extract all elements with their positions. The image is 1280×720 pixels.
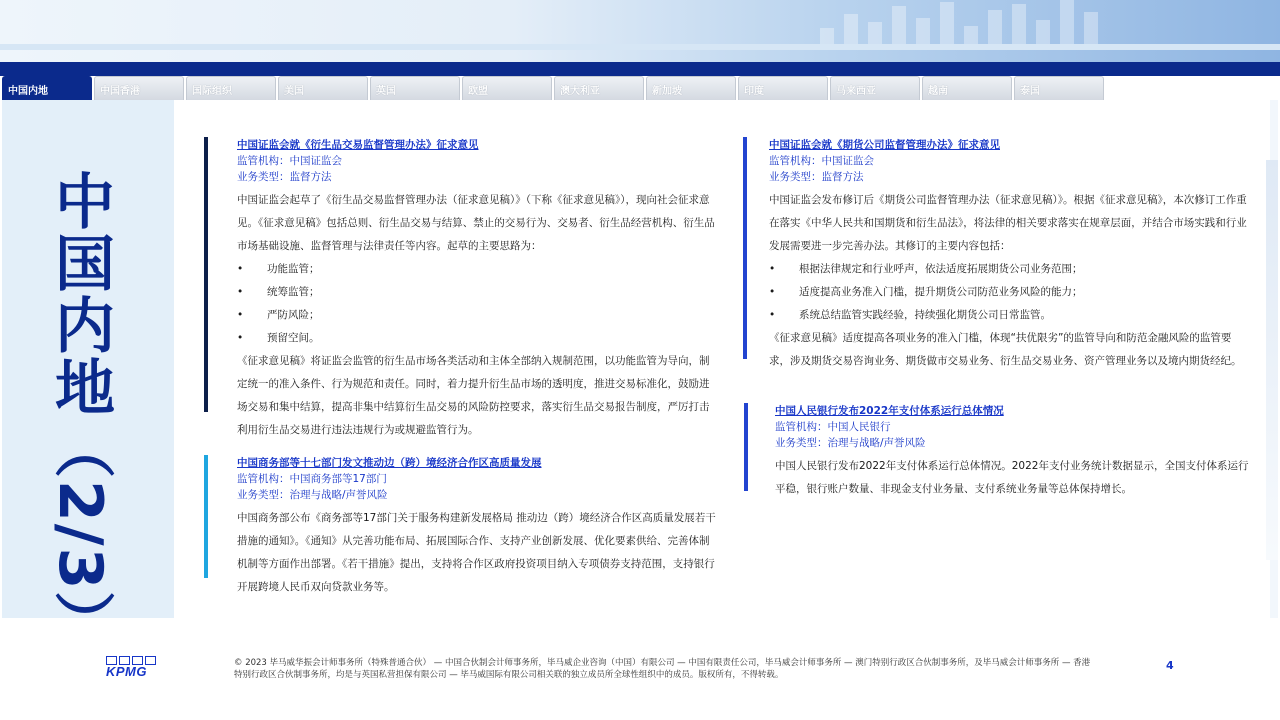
- kpmg-logo: [106, 656, 158, 680]
- tab-australia[interactable]: 澳大利亚: [554, 76, 644, 100]
- business-type-label: 业务类型：治理与战略/声誉风险: [237, 489, 388, 501]
- bullet-item: • 统筹监管；: [237, 281, 717, 304]
- tab-thailand[interactable]: 泰国: [1014, 76, 1104, 100]
- article-title-link[interactable]: 中国证监会就《期货公司监督管理办法》征求意见: [769, 139, 1000, 151]
- header-banner: [0, 0, 1280, 62]
- regulator-label: 监管机构：中国商务部等17部门: [237, 473, 387, 485]
- article-body: 中国商务部公布《商务部等17部门关于服务构建新发展格局 推动边（跨）境经济合作区高质量发展若干措施的通知》。《通知》从完善功能布局、拓展国际合作、支持产业创新发展、优化要素供给、完善体制机制等方面作出部署。《若干措施》提出，支持将合作区政府投资项目纳入专项债券支持范围，支持银行开展跨境人民币双向贷款业务等。: [237, 512, 716, 593]
- bullet-item: • 适度提高业务准入门槛，提升期货公司防范业务风险的能力；: [769, 281, 1252, 304]
- bullet-item: • 严防风险；: [237, 304, 717, 327]
- banner-decoration: [820, 0, 1160, 48]
- article-body: 中国人民银行发布2022年支付体系运行总体情况。2022年支付业务统计数据显示，全国支付体系运行平稳，银行账户数量、非现金支付业务量、支付系统业务量等总体保持增长。: [775, 460, 1249, 495]
- tab-vietnam[interactable]: 越南: [922, 76, 1012, 100]
- accent-bar: [204, 137, 208, 412]
- article-bullets: [769, 258, 1252, 327]
- section-title: 中国内地（2/3）: [45, 170, 115, 654]
- accent-bar: [743, 137, 747, 359]
- tab-usa[interactable]: 美国: [278, 76, 368, 100]
- article-title-link[interactable]: 中国商务部等十七部门发文推动边（跨）境经济合作区高质量发展: [237, 457, 542, 469]
- bullet-item: • 根据法律规定和行业呼声，依法适度拓展期货公司业务范围；: [769, 258, 1252, 281]
- tab-india[interactable]: 印度: [738, 76, 828, 100]
- article-bullets: [237, 258, 717, 350]
- bullet-item: • 系统总结监管实践经验，持续强化期货公司日常监管。: [769, 304, 1252, 327]
- accent-bar: [204, 455, 208, 578]
- regulator-label: 监管机构：中国人民银行: [775, 421, 891, 433]
- copyright-text: © 2023 毕马威华振会计师事务所（特殊普通合伙） — 中国合伙制会计师事务所，毕马威企业咨询（中国）有限公司 — 中国有限责任公司，毕马威会计师事务所 — 澳门特别行政区合伙制事务所，及毕马威会计师事务所 — 香港特别行政区合伙制事务所，均是与英国私营担保有限公司 — 毕马威国际有限公司相关联的独立成员所全球性组织中的成员。版权所有，不得转载。: [234, 658, 1091, 680]
- tab-singapore[interactable]: 新加坡: [646, 76, 736, 100]
- business-type-label: 业务类型：监督方法: [769, 171, 864, 183]
- logo-wordmark: KPMG: [106, 664, 147, 679]
- tab-malaysia[interactable]: 马来西亚: [830, 76, 920, 100]
- article-intro: 中国证监会发布修订后《期货公司监督管理办法（征求意见稿）》。根据《征求意见稿》，本次修订工作重在落实《中华人民共和国期货和衍生品法》，将法律的相关要求落实在规章层面，并结合市场实践和行业发展需要进一步完善办法。其修订的主要内容包括：: [769, 194, 1247, 252]
- article-conclusion: 《征求意见稿》适度提高各项业务的准入门槛，体现“扶优限劣”的监管导向和防范金融风险的监管要求，涉及期货交易咨询业务、期货做市交易业务、衍生品交易业务、资产管理业务以及境内期货经纪。: [769, 332, 1242, 367]
- region-tabs: [2, 76, 1104, 100]
- tab-international-orgs[interactable]: 国际组织: [186, 76, 276, 100]
- bullet-item: • 预留空间。: [237, 327, 717, 350]
- tab-uk[interactable]: 英国: [370, 76, 460, 100]
- tab-eu[interactable]: 欧盟: [462, 76, 552, 100]
- regulator-label: 监管机构：中国证监会: [237, 155, 342, 167]
- article-title-link[interactable]: 中国人民银行发布2022年支付体系运行总体情况: [775, 405, 1004, 417]
- article-pboc-payment: [775, 403, 1255, 501]
- bullet-item: • 功能监管；: [237, 258, 717, 281]
- article-intro: 中国证监会起草了《衍生品交易监督管理办法（征求意见稿）》（下称《征求意见稿》），现向社会征求意见。《征求意见稿》包括总则、衍生品交易与结算、禁止的交易行为、交易者、衍生品经营机构、衍生品市场基础设施、监督管理与法律责任等内容。起草的主要思路为：: [237, 194, 715, 252]
- header-divider: [0, 62, 1280, 76]
- article-csrc-futures: [769, 137, 1252, 373]
- article-title-link[interactable]: 中国证监会就《衍生品交易监督管理办法》征求意见: [237, 139, 479, 151]
- business-type-label: 业务类型：治理与战略/声誉风险: [775, 437, 926, 449]
- article-conclusion: 《征求意见稿》将证监会监管的衍生品市场各类活动和主体全部纳入规制范围，以功能监管为导向，制定统一的准入条件、行为规范和责任。同时，着力提升衍生品市场的透明度，推进交易标准化，鼓励进场交易和集中结算，提高非集中结算衍生品交易的风险防控要求，落实衍生品交易报告制度，严厉打击利用衍生品交易进行违法违规行为或规避监管行为。: [237, 355, 710, 436]
- tab-china-mainland[interactable]: 中国内地: [2, 76, 92, 100]
- article-csrc-derivatives: [237, 137, 717, 442]
- business-type-label: 业务类型：监督方法: [237, 171, 332, 183]
- page-number: 4: [1166, 659, 1174, 672]
- accent-bar: [744, 403, 748, 491]
- regulator-label: 监管机构：中国证监会: [769, 155, 874, 167]
- article-mofcom-crossborder: [237, 455, 717, 599]
- tab-hong-kong[interactable]: 中国香港: [94, 76, 184, 100]
